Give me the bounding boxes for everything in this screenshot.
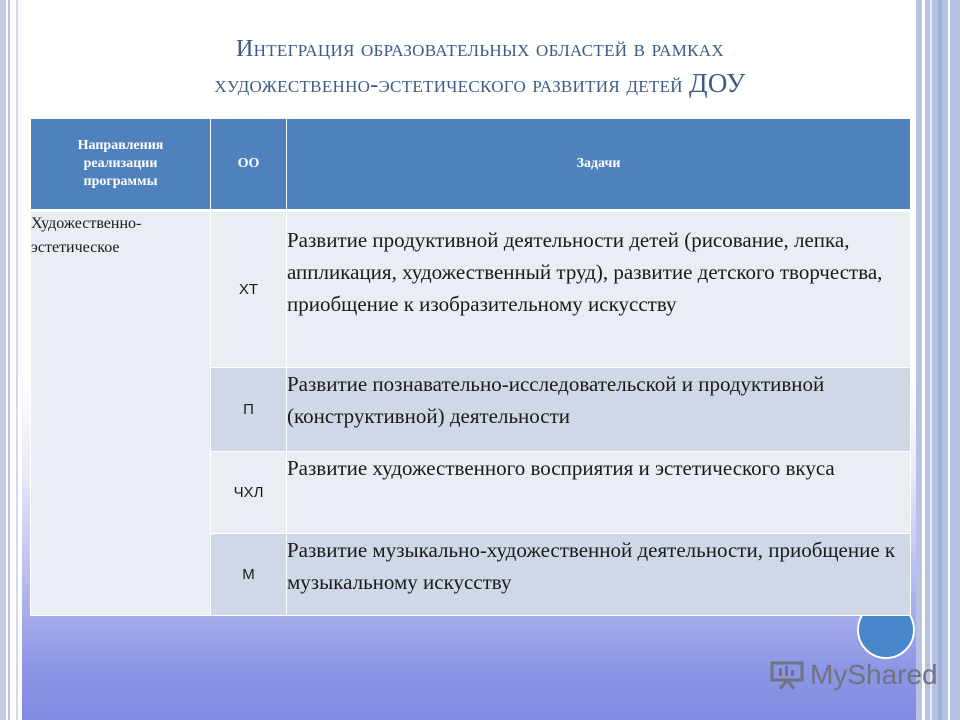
watermark-logo [770, 657, 938, 693]
presentation-icon [770, 660, 804, 690]
task-cell: Развитие познавательно-исследовательской и продуктивной (конструктивной) деятельности [287, 368, 911, 452]
table-row [31, 211, 911, 368]
task-cell: Развитие продуктивной деятельности детей (рисование, лепка, аппликация, художественный труд), развитие детского творчества, приобщение к изобразительному искусству [287, 211, 911, 368]
task-cell: Развитие художественного восприятия и эстетического вкуса [287, 452, 911, 534]
header-tasks: Задачи [287, 119, 911, 211]
direction-cell: Художественно-эстетическое [31, 211, 211, 616]
slide-title [60, 32, 900, 102]
oo-cell: М [211, 534, 287, 616]
title-line-2 [60, 66, 900, 102]
oo-cell: ХТ [211, 211, 287, 368]
oo-cell: ЧХЛ [211, 452, 287, 534]
left-decorative-border [0, 0, 22, 720]
header-oo: ОО [211, 119, 287, 211]
title-line-1: Интеграция образовательных областей в рамках [236, 36, 724, 62]
table-header-row [31, 119, 911, 211]
title-line-2-prefix: художественно-эстетического развития детей [214, 72, 683, 98]
watermark-text: MyShared [810, 659, 938, 690]
title-line-2-suffix: ДОУ [689, 68, 746, 98]
oo-cell: П [211, 368, 287, 452]
task-cell: Развитие музыкально-художественной деятельности, приобщение к музыкальному искусству [287, 534, 911, 616]
right-decorative-border [916, 0, 960, 720]
header-direction: Направления реализации программы [31, 119, 211, 211]
integration-table [30, 118, 911, 616]
